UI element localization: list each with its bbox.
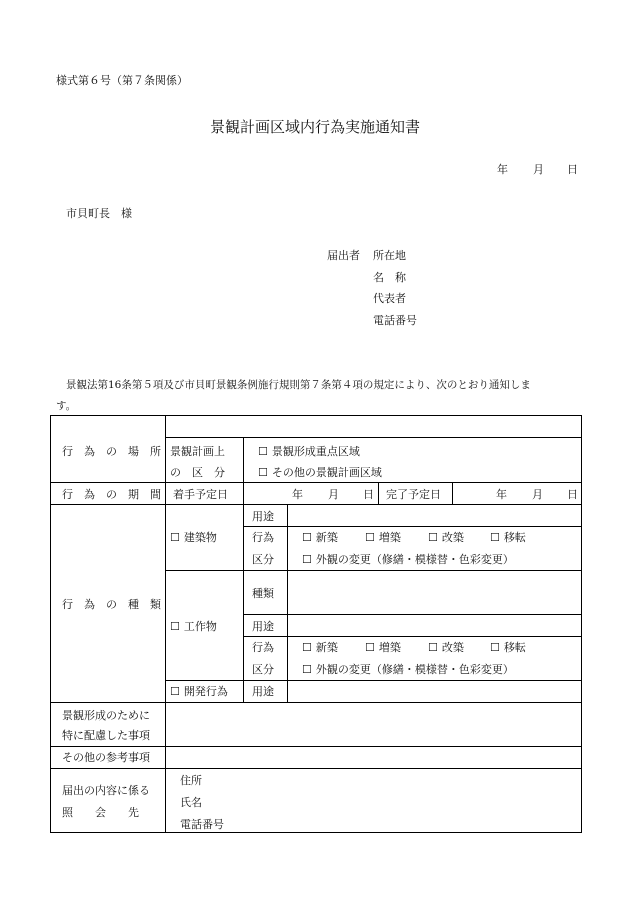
development-usage-label: 用途 xyxy=(252,685,274,698)
addressee: 市貝町長 様 xyxy=(66,207,132,220)
type-label: 行 為 の 種 類 xyxy=(62,598,161,611)
contact-label-2: 照 会 先 xyxy=(62,806,139,819)
notifier-name: 名 称 xyxy=(373,271,406,284)
start-month: 月 xyxy=(328,488,339,501)
checkbox-icon[interactable]: ☐ xyxy=(365,531,375,544)
notifier-label: 届出者 xyxy=(327,249,360,262)
development-option[interactable]: ☐ 開発行為 xyxy=(170,685,228,698)
end-year: 年 xyxy=(496,488,507,501)
notifier-phone: 電話番号 xyxy=(373,314,417,327)
end-day: 日 xyxy=(567,488,578,501)
end-date-label: 完了予定日 xyxy=(386,488,441,501)
plan-label-2: の 区 分 xyxy=(170,466,225,479)
building-extension-option[interactable]: ☐ 増築 xyxy=(365,531,401,544)
notifier-address: 所在地 xyxy=(373,249,406,262)
structure-usage-label: 用途 xyxy=(252,620,274,633)
building-usage-label: 用途 xyxy=(252,510,274,523)
checkbox-icon[interactable]: ☐ xyxy=(302,663,312,676)
structure-relocation-option[interactable]: ☐ 移転 xyxy=(490,641,526,654)
checkbox-icon[interactable]: ☐ xyxy=(258,466,268,479)
checkbox-icon[interactable]: ☐ xyxy=(302,553,312,566)
contact-name-label: 氏名 xyxy=(180,796,202,809)
checkbox-icon[interactable]: ☐ xyxy=(258,445,268,458)
checkbox-icon[interactable]: ☐ xyxy=(490,641,500,654)
checkbox-icon[interactable]: ☐ xyxy=(428,531,438,544)
checkbox-icon[interactable]: ☐ xyxy=(170,685,180,698)
structure-rebuild-option[interactable]: ☐ 改築 xyxy=(428,641,464,654)
intro-text-line2: す。 xyxy=(56,400,77,412)
date-year: 年 xyxy=(497,163,508,176)
structure-kind-label: 種類 xyxy=(252,587,274,600)
structure-act-label-1: 行為 xyxy=(252,641,274,654)
zone-key-option[interactable]: ☐ 景観形成重点区域 xyxy=(258,445,360,458)
date-day: 日 xyxy=(567,163,578,176)
structure-new-option[interactable]: ☐ 新築 xyxy=(302,641,338,654)
building-option[interactable]: ☐ 建築物 xyxy=(170,531,217,544)
date-month: 月 xyxy=(533,163,544,176)
end-month: 月 xyxy=(532,488,543,501)
plan-label-1: 景観計画上 xyxy=(170,445,225,458)
location-label: 行 為 の 場 所 xyxy=(62,445,161,458)
notifier-representative: 代表者 xyxy=(373,292,406,305)
intro-text-line1: 景観法第16条第５項及び市貝町景観条例施行規則第７条第４項の規定により、次のとおり通知しま xyxy=(66,379,531,391)
other-reference-label: その他の参考事項 xyxy=(62,751,150,764)
checkbox-icon[interactable]: ☐ xyxy=(365,641,375,654)
consideration-label-1: 景観形成のために xyxy=(62,709,150,722)
start-year: 年 xyxy=(292,488,303,501)
structure-appearance-option[interactable]: ☐ 外観の変更（修繕・模様替・色彩変更） xyxy=(302,663,514,676)
checkbox-icon[interactable]: ☐ xyxy=(490,531,500,544)
table-divider xyxy=(165,415,166,833)
contact-label-1: 届出の内容に係る xyxy=(62,784,150,797)
building-new-option[interactable]: ☐ 新築 xyxy=(302,531,338,544)
contact-phone-label: 電話番号 xyxy=(180,818,224,831)
start-day: 日 xyxy=(363,488,374,501)
checkbox-icon[interactable]: ☐ xyxy=(170,531,180,544)
checkbox-icon[interactable]: ☐ xyxy=(302,531,312,544)
checkbox-icon[interactable]: ☐ xyxy=(428,641,438,654)
contact-address-label: 住所 xyxy=(180,774,202,787)
building-rebuild-option[interactable]: ☐ 改築 xyxy=(428,531,464,544)
period-label: 行 為 の 期 間 xyxy=(62,488,161,501)
zone-other-option[interactable]: ☐ その他の景観計画区域 xyxy=(258,466,382,479)
building-act-label-1: 行為 xyxy=(252,531,274,544)
structure-act-label-2: 区分 xyxy=(252,663,274,676)
form-number: 様式第６号（第７条関係） xyxy=(56,74,188,87)
building-relocation-option[interactable]: ☐ 移転 xyxy=(490,531,526,544)
structure-option[interactable]: ☐ 工作物 xyxy=(170,620,217,633)
consideration-label-2: 特に配慮した事項 xyxy=(62,729,150,742)
structure-extension-option[interactable]: ☐ 増築 xyxy=(365,641,401,654)
document-title: 景観計画区域内行為実施通知書 xyxy=(210,118,421,136)
building-appearance-option[interactable]: ☐ 外観の変更（修繕・模様替・色彩変更） xyxy=(302,553,514,566)
building-act-label-2: 区分 xyxy=(252,553,274,566)
start-date-label: 着手予定日 xyxy=(173,488,228,501)
checkbox-icon[interactable]: ☐ xyxy=(170,620,180,633)
checkbox-icon[interactable]: ☐ xyxy=(302,641,312,654)
